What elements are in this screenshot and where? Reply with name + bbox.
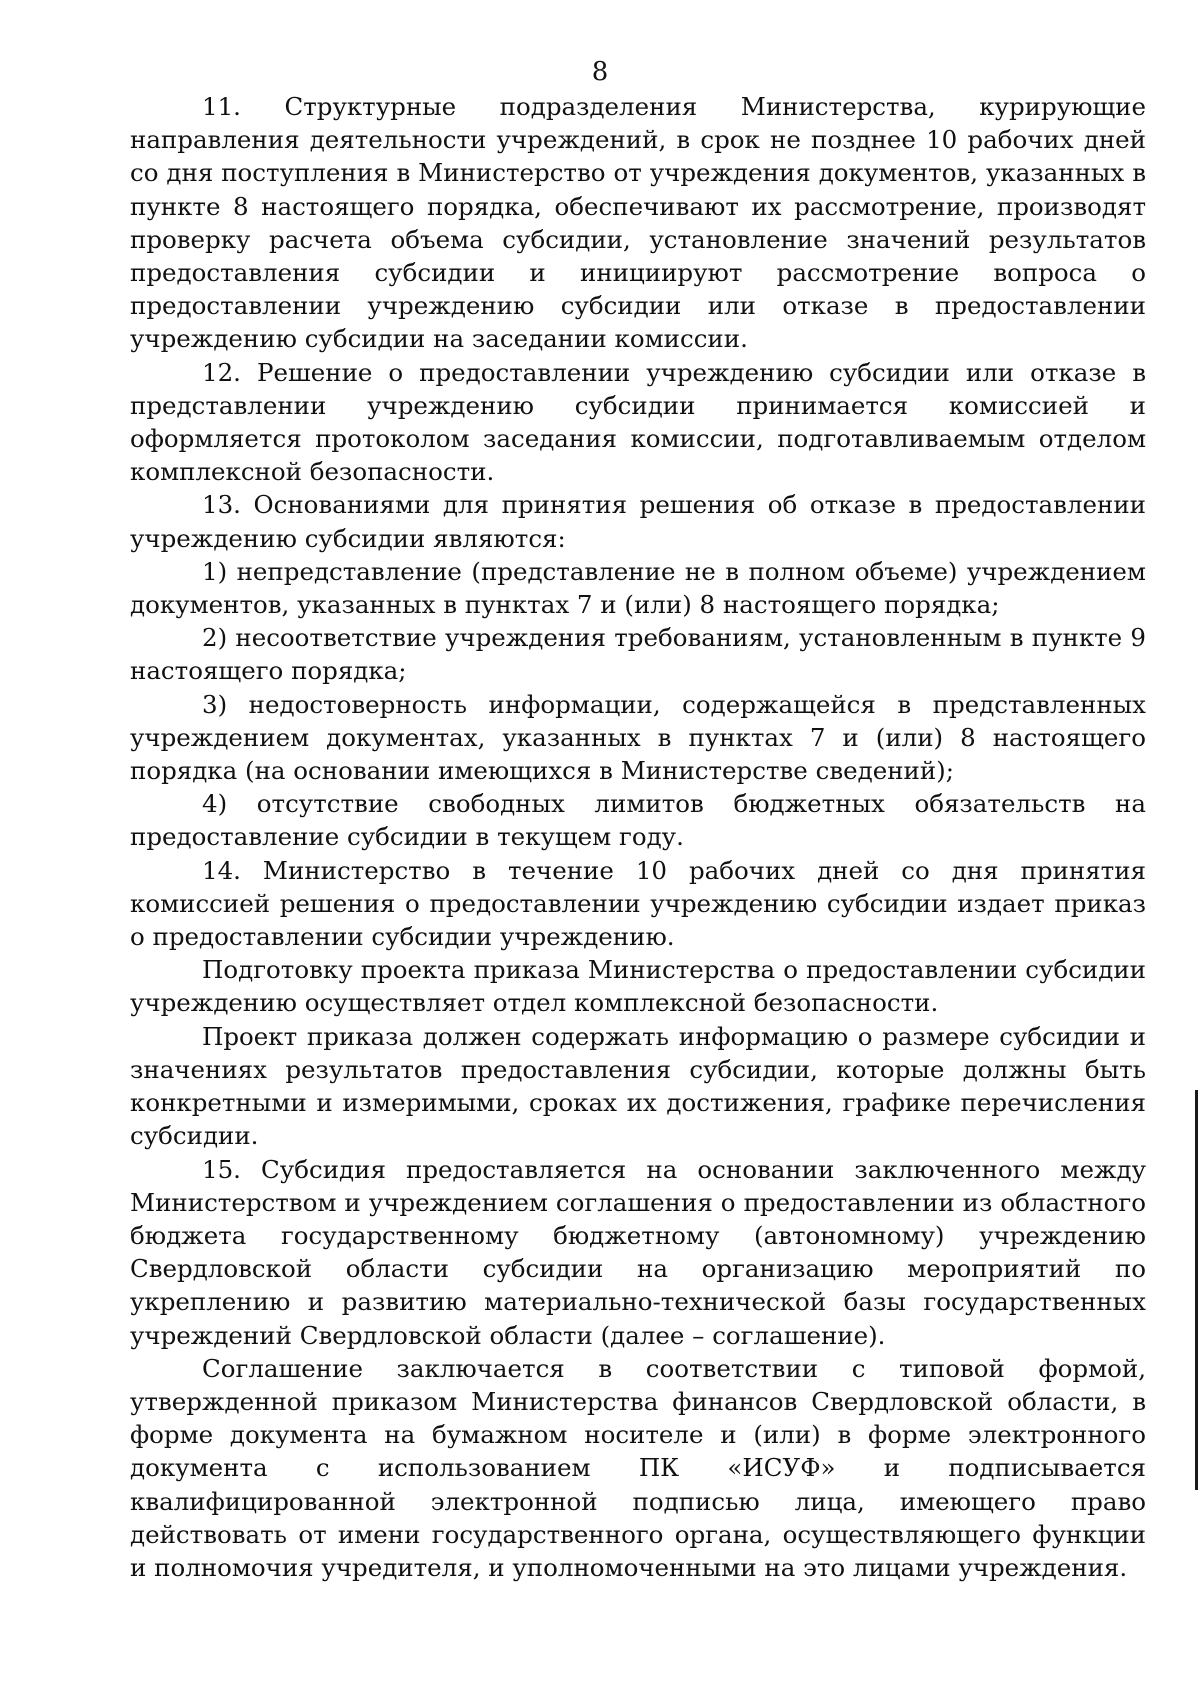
paragraph-13: 13. Основаниями для принятия решения об отказе в предоставлении учреждению субсидии являются: [130, 490, 1146, 553]
paragraph-14: 14. Министерство в течение 10 рабочих дней со дня принятия комиссией решения о предоставлении учреждению субсидии издает приказ о предоставлении субсидии учреждению. [130, 855, 1146, 952]
paragraph-15: 15. Субсидия предоставляется на основании заключенного между Министерством и учреждением соглашения о предоставлении из областного бюджета государственному бюджетному (автономному) учреждению Свердловской области субсидии на организацию мероприятий по укреплению и развитию материально-технической базы государственных учреждений Свердловской области (далее – соглашение). [130, 1154, 1146, 1350]
paragraph-11: 11. Структурные подразделения Министерства, курирующие направления деятельности учреждений, в срок не позднее 10 рабочих дней со дня поступления в Министерство от учреждения документов, указанных в пункте 8 настоящего порядка, обеспечивают их рассмотрение, производят проверку расчета объема субсидии, установление значений результатов предоставления субсидии и инициируют рассмотрение вопроса о предоставлении учреждению субсидии или отказе в предоставлении учреждению субсидии на заседании комиссии. [130, 92, 1146, 354]
paragraph-13-item-1: 1) непредставление (представление не в полном объеме) учреждением документов, указанных в пунктах 7 и (или) 8 настоящего порядка; [130, 556, 1146, 620]
paragraph-14-order-preparation: Подготовку проекта приказа Министерства о предоставлении субсидии учреждению осуществляет отдел комплексной безопасности. [130, 955, 1146, 1018]
page-number: 8 [591, 57, 609, 87]
paragraph-15-agreement: Соглашение заключается в соответствии с типовой формой, утвержденной приказом Министерства финансов Свердловской области, в форме документа на бумажном носителе и (или) в форме электронного документа с использованием ПК «ИСУФ» и подписывается квалифицированной электронной подписью лица, имеющего право действовать от имени государственного органа, осуществляющего функции и полномочия учредителя, и уполномоченными на это лицами учреждения. [130, 1353, 1146, 1582]
scan-edge-mark [1195, 1090, 1198, 1490]
document-body [130, 90, 1146, 1584]
paragraph-13-item-2: 2) несоответствие учреждения требованиям, установленным в пункте 9 настоящего порядка; [130, 623, 1146, 686]
paragraph-13-item-3: 3) недостоверность информации, содержащейся в представленных учреждением документах, указанных в пунктах 7 и (или) 8 настоящего порядка (на основании имеющихся в Министерстве сведений); [130, 689, 1146, 786]
paragraph-12: 12. Решение о предоставлении учреждению субсидии или отказе в представлении учреждению субсидии принимается комиссией и оформляется протоколом заседания комиссии, подготавливаемым отделом комплексной безопасности. [130, 357, 1146, 487]
paragraph-14-order-content: Проект приказа должен содержать информацию о размере субсидии и значениях результатов предоставления субсидии, которые должны быть конкретными и измеримыми, сроках их достижения, графике перечисления субсидии. [130, 1021, 1146, 1151]
paragraph-13-item-4: 4) отсутствие свободных лимитов бюджетных обязательств на предоставление субсидии в текущем году. [130, 789, 1146, 852]
